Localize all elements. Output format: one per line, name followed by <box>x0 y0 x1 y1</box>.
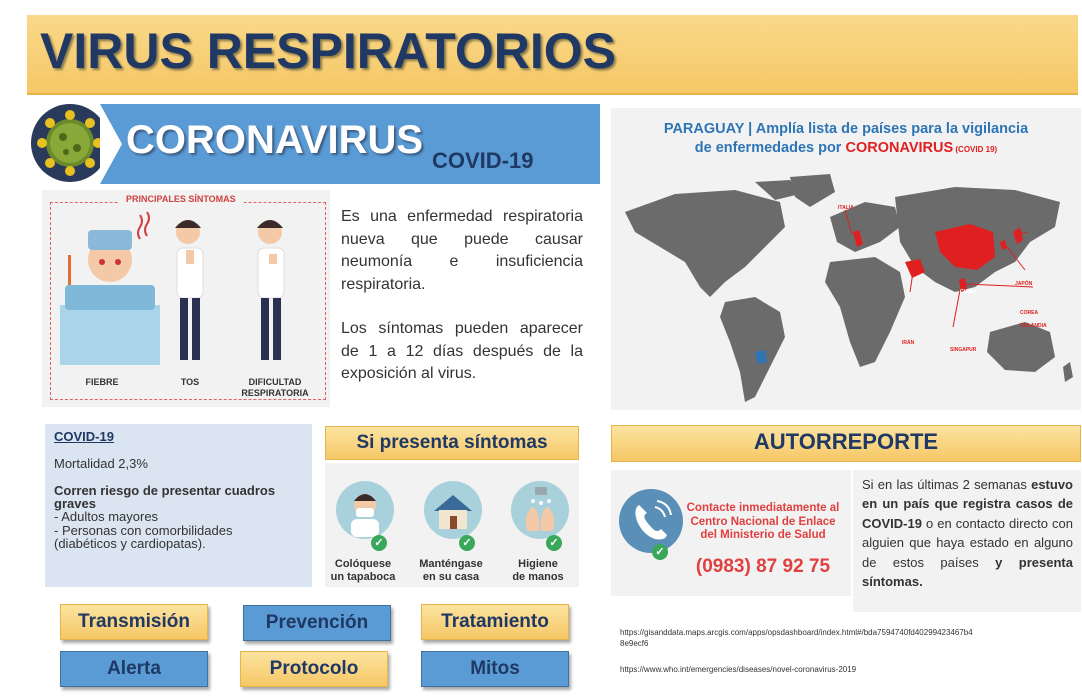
description-paragraph-1: Es una enfermedad respiratoria nueva que puede causar neumonía e insuficiencia respiratoria. <box>341 208 583 293</box>
tratamiento-button[interactable]: Tratamiento <box>421 604 569 640</box>
sp-label-2a: Manténgase <box>419 558 483 570</box>
symptom-label-dificultad: DIFICULTAD <box>248 377 302 387</box>
covid-risk-item-3: (diabéticos y cardiopatas). <box>54 536 206 551</box>
autorreporte-description: Si en las últimas 2 semanas estuvo en un país que registra casos de COVID-19 o en contacto directo con alguien que haya estado en alguno de estos países y presenta síntomas. <box>862 477 1073 590</box>
covid-subtitle: COVID-19 <box>432 148 534 173</box>
map-label-italia: ITALIA <box>838 205 854 211</box>
symptoms-illustration <box>55 210 325 370</box>
house-icon <box>424 481 482 539</box>
symptom-label-respiratoria: RESPIRATORIA <box>241 388 309 398</box>
map-label-corea: COREA <box>1020 310 1039 316</box>
sp-label-1a: Colóquese <box>334 558 392 570</box>
covid-box-title: COVID-19 <box>54 429 114 444</box>
covid-mortality: Mortalidad 2,3% <box>54 456 148 471</box>
covid-risk-item-2: - Personas con comorbilidades <box>54 522 233 538</box>
protocolo-button[interactable]: Protocolo <box>240 651 388 687</box>
check-icon: ✓ <box>652 544 668 560</box>
transmision-button[interactable]: Transmisión <box>60 604 208 640</box>
symptom-label-tos: TOS <box>180 377 200 387</box>
contact-text: Contacte inmediatamente al Centro Nacional de Enlace del Ministerio de Salud <box>686 502 840 541</box>
sp-label-1b: un tapaboca <box>330 571 396 583</box>
map-label-china: CHINA <box>960 289 976 295</box>
link-arcgis[interactable]: https://gisanddata.maps.arcgis.com/apps/opsdashboard/index.html#/bda7594740fd40299423467b4 8e9ecf6 <box>620 628 973 648</box>
map-label-iran: IRÁN <box>902 340 915 346</box>
autorreporte-title: AUTORREPORTE <box>753 429 939 454</box>
map-title-line2: de enfermedades por CORONAVIRUS (COVID 19) <box>694 140 998 156</box>
mask-icon <box>336 481 394 539</box>
si-presenta-title: Si presenta síntomas <box>356 432 548 453</box>
covid-risk-title: Corren riesgo de presentar cuadros graves <box>54 483 276 511</box>
sp-label-2b: en su casa <box>422 571 480 583</box>
covid-risk-item-1: - Adultos mayores <box>54 509 159 524</box>
prevencion-button[interactable]: Prevención <box>243 605 391 641</box>
map-label-tailandia: TAILANDIA <box>1020 323 1047 329</box>
link-who[interactable]: https://www.who.int/emergencies/diseases/novel-coronavirus-2019 <box>620 665 857 674</box>
handwash-icon <box>511 481 569 539</box>
symptoms-header: PRINCIPALES SÍNTOMAS <box>118 194 244 204</box>
sp-label-3a: Higiene <box>518 558 558 570</box>
mitos-button[interactable]: Mitos <box>421 651 569 687</box>
check-icon: ✓ <box>371 535 387 551</box>
map-label-singapur: SINGAPUR <box>950 347 977 353</box>
description-paragraph-2: Los síntomas pueden aparecer de 1 a 12 días después de la exposición al virus. <box>341 320 583 382</box>
check-icon: ✓ <box>459 535 475 551</box>
contact-phone-number: (0983) 87 92 75 <box>695 556 831 577</box>
map-label-japon: JAPÓN <box>1015 281 1033 287</box>
coronavirus-title: CORONAVIRUS <box>126 118 424 162</box>
check-icon: ✓ <box>546 535 562 551</box>
page-title: VIRUS RESPIRATORIOS <box>40 23 617 79</box>
map-title-line1: PARAGUAY | Amplía lista de países para la vigilancia <box>663 121 1029 137</box>
alerta-button[interactable]: Alerta <box>60 651 208 687</box>
symptom-label-fiebre: FIEBRE <box>85 377 119 387</box>
phone-icon <box>619 489 683 553</box>
coronavirus-icon <box>30 103 110 183</box>
sp-label-3b: de manos <box>512 571 564 583</box>
